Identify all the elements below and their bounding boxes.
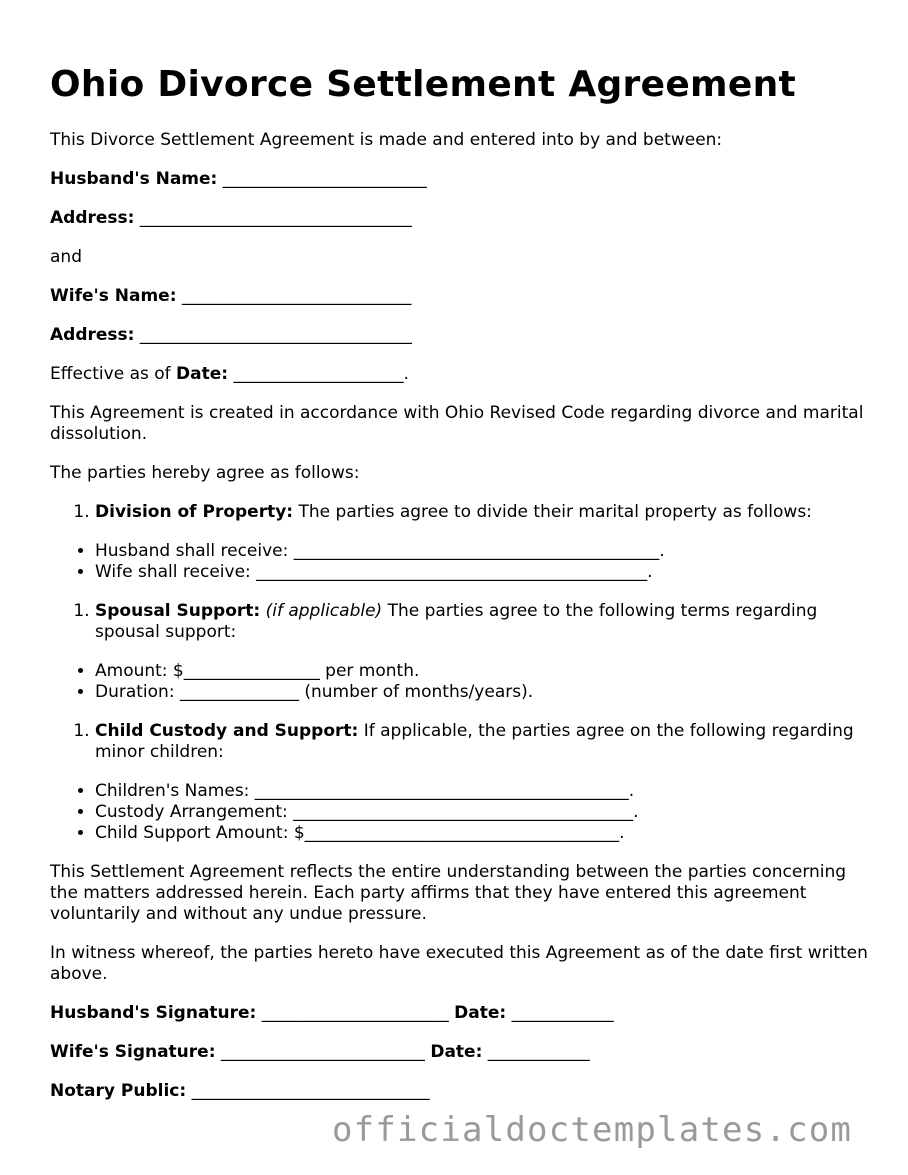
spousal-section xyxy=(50,601,870,643)
wife-name-label: Wife's Name: xyxy=(50,286,177,306)
property-section xyxy=(50,502,870,523)
property-heading-text: The parties agree to divide their marital property as follows: xyxy=(293,502,812,522)
entire-agreement-text: This Settlement Agreement reflects the entire understanding between the parties concerning the matters addressed herein. Each party affirms that they have entered this agreement voluntarily and without any undue pressure. xyxy=(50,862,847,924)
custody-heading xyxy=(95,721,870,763)
list-item: • Husband shall receive: ___________________________________________. xyxy=(95,541,870,562)
wife-date-blank: ____________ xyxy=(487,1042,590,1062)
list-item: • Amount: $________________ per month. xyxy=(95,661,870,682)
and-text: and xyxy=(50,247,82,267)
custody-list xyxy=(50,781,870,844)
property-heading xyxy=(95,502,870,523)
husband-signature-line xyxy=(50,1003,870,1024)
custody-section xyxy=(50,721,870,763)
wife-name-line xyxy=(50,286,870,307)
wife-address-blank: ________________________________ xyxy=(139,325,412,345)
effective-prefix: Effective as of xyxy=(50,364,171,384)
accordance-text: This Agreement is created in accordance with Ohio Revised Code regarding divorce and marital dissolution. xyxy=(50,403,864,444)
agree-intro: The parties hereby agree as follows: xyxy=(50,463,360,483)
wife-date-label: Date: xyxy=(430,1042,483,1062)
husband-signature-label: Husband's Signature: xyxy=(50,1003,257,1023)
husband-address-label: Address: xyxy=(50,208,135,228)
custody-heading-text: If applicable, the parties agree on the following regarding minor children: xyxy=(95,721,854,762)
effective-date-blank: ____________________. xyxy=(233,364,409,384)
list-item: • Custody Arrangement: ________________________________________. xyxy=(95,802,870,823)
witness-text: In witness whereof, the parties hereto have executed this Agreement as of the date first written above. xyxy=(50,943,868,984)
husband-signature-blank: ______________________ xyxy=(261,1003,449,1023)
custody-heading-label: Child Custody and Support: xyxy=(95,721,359,741)
husband-name-label: Husband's Name: xyxy=(50,169,218,189)
list-item: • Children's Names: ____________________________________________. xyxy=(95,781,870,802)
list-item: • Child Support Amount: $_____________________________________. xyxy=(95,823,870,844)
page-title: Ohio Divorce Settlement Agreement xyxy=(50,64,797,105)
husband-name-blank: ________________________ xyxy=(222,169,427,189)
notary-line xyxy=(50,1081,870,1102)
spousal-heading-label: Spousal Support: xyxy=(95,601,261,621)
wife-address-line xyxy=(50,325,870,346)
intro-text: This Divorce Settlement Agreement is made and entered into by and between: xyxy=(50,130,723,150)
property-heading-label: Division of Property: xyxy=(95,502,294,522)
wife-signature-label: Wife's Signature: xyxy=(50,1042,216,1062)
husband-address-blank: ________________________________ xyxy=(139,208,412,228)
spousal-heading-text: The parties agree to the following terms regarding spousal support: xyxy=(95,601,818,642)
wife-address-label: Address: xyxy=(50,325,135,345)
spousal-heading xyxy=(95,601,870,643)
watermark-text: officialdoctemplates.com xyxy=(332,1110,853,1150)
husband-address-line xyxy=(50,208,870,229)
husband-name-line xyxy=(50,169,870,190)
list-item: • Duration: ______________ (number of months/years). xyxy=(95,682,870,703)
husband-date-label: Date: xyxy=(454,1003,507,1023)
spousal-list xyxy=(50,661,870,703)
property-list xyxy=(50,541,870,583)
notary-label: Notary Public: xyxy=(50,1081,187,1101)
effective-date-line xyxy=(50,364,870,385)
list-item: • Wife shall receive: ______________________________________________. xyxy=(95,562,870,583)
husband-date-blank: ____________ xyxy=(511,1003,614,1023)
notary-blank: ____________________________ xyxy=(191,1081,430,1101)
wife-signature-blank: ________________________ xyxy=(220,1042,425,1062)
wife-signature-line xyxy=(50,1042,870,1063)
wife-name-blank: ___________________________ xyxy=(181,286,412,306)
effective-date-label: Date: xyxy=(176,364,229,384)
document-page xyxy=(50,58,870,1120)
spousal-note: (if applicable) xyxy=(265,601,383,621)
